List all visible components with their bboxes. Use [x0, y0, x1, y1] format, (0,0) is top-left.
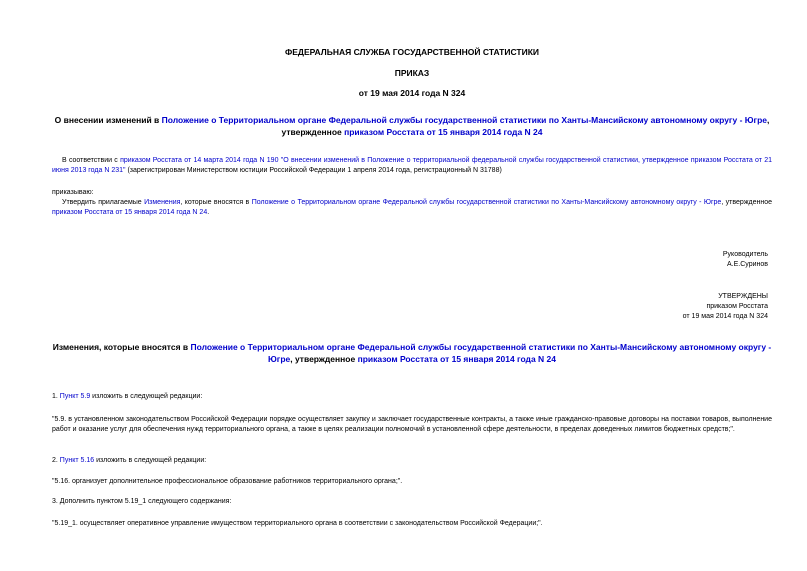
item-1 [52, 392, 772, 402]
item-2-quote: "5.16. организует дополнительное профессиональное образование работников территориального органа;". [52, 478, 403, 485]
approved-label: УТВЕРЖДЕНЫ [718, 293, 768, 300]
order-title [52, 114, 772, 138]
approve-middle2: , утвержденное [721, 199, 772, 206]
order-word: приказываю: [52, 189, 94, 196]
approved-date: от 19 мая 2014 года N 324 [682, 313, 768, 320]
changes-title-prefix: Изменения, которые вносятся в [52, 342, 191, 352]
approve-changes-link[interactable]: Изменения [144, 199, 181, 206]
title-order-link[interactable]: приказом Росстата от 15 января 2014 года N 24 [344, 127, 543, 137]
item-1-link[interactable]: Пункт 5.9 [59, 393, 91, 400]
item-1-quote: "5.9. в установленном законодательством Российской Федерации порядке осуществляет закупку и заключает государственные контракты, а также иные гражданско-правовые договоры на поставки товаров, выполнение работ и оказание услуг для обеспечения нужд территориального органа, а также в целях реализации полномочий в установленной сфере деятельности, в пределах доведенных лимитов бюджетных средств;". [52, 416, 772, 433]
approve-suffix: . [207, 209, 210, 216]
item-2-num: 2. [52, 457, 60, 464]
agency-heading: ФЕДЕРАЛЬНАЯ СЛУЖБА ГОСУДАРСТВЕННОЙ СТАТИСТИКИ [284, 47, 540, 57]
changes-title-middle: , утвержденное [290, 354, 358, 364]
signature-role: Руководитель [722, 251, 768, 258]
changes-regulation-link[interactable]: Положение о Территориальном органе Федеральной службы государственной статистики по Ханты-Мансийскому автономному округу - Югре [190, 342, 772, 364]
approve-prefix: Утвердить прилагаемые [62, 199, 145, 206]
item-1-num: 1. [52, 393, 60, 400]
item-2-text: изложить в следующей редакции: [94, 457, 207, 464]
preamble-prefix: В соответствии с [62, 157, 121, 164]
preamble-suffix: (зарегистрирован Министерством юстиции Российской Федерации 1 апреля 2014 года, регистрационный N 31788) [125, 167, 502, 174]
approve-order-link[interactable]: приказом Росстата от 15 января 2014 года N 24 [52, 209, 208, 216]
item-3: 3. Дополнить пунктом 5.19_1 следующего содержания: [52, 498, 232, 505]
preamble-order-link[interactable]: приказом Росстата от 14 марта 2014 года N 190 "О внесении изменений в Положение о территориальной федеральной службы государственной статистики, утвержденное приказом Росстата от 21 июня 2013 года N 231" [52, 157, 772, 174]
item-3-quote: "5.19_1. осуществляет оперативное управление имуществом территориального органа в соответствии с законодательством Российской Федерации;". [52, 520, 543, 527]
item-2-link[interactable]: Пункт 5.16 [59, 457, 95, 464]
doc-type-heading: ПРИКАЗ [394, 68, 430, 78]
approve-middle: , которые вносятся в [180, 199, 252, 206]
signature-name: А.Е.Суринов [727, 261, 768, 268]
approve-paragraph [52, 198, 772, 218]
approve-regulation-link[interactable]: Положение о Территориальном органе Федеральной службы государственной статистики по Ханты-Мансийскому автономному округу - Югре [251, 199, 722, 206]
changes-order-link[interactable]: приказом Росстата от 15 января 2014 года N 24 [357, 354, 556, 364]
order-date-number: от 19 мая 2014 года N 324 [358, 88, 466, 98]
title-prefix: О внесении изменений в [54, 115, 162, 125]
item-2 [52, 456, 772, 466]
approved-by: приказом Росстата [706, 303, 768, 310]
title-regulation-link[interactable]: Положение о Территориальном органе Федеральной службы государственной статистики по Ханты-Мансийскому автономному округу - Югре [161, 115, 767, 125]
changes-title [52, 341, 772, 365]
document-page [52, 0, 772, 571]
preamble-paragraph [52, 156, 772, 176]
title-middle: , утвержденное [281, 115, 770, 137]
item-1-text: изложить в следующей редакции: [90, 393, 203, 400]
